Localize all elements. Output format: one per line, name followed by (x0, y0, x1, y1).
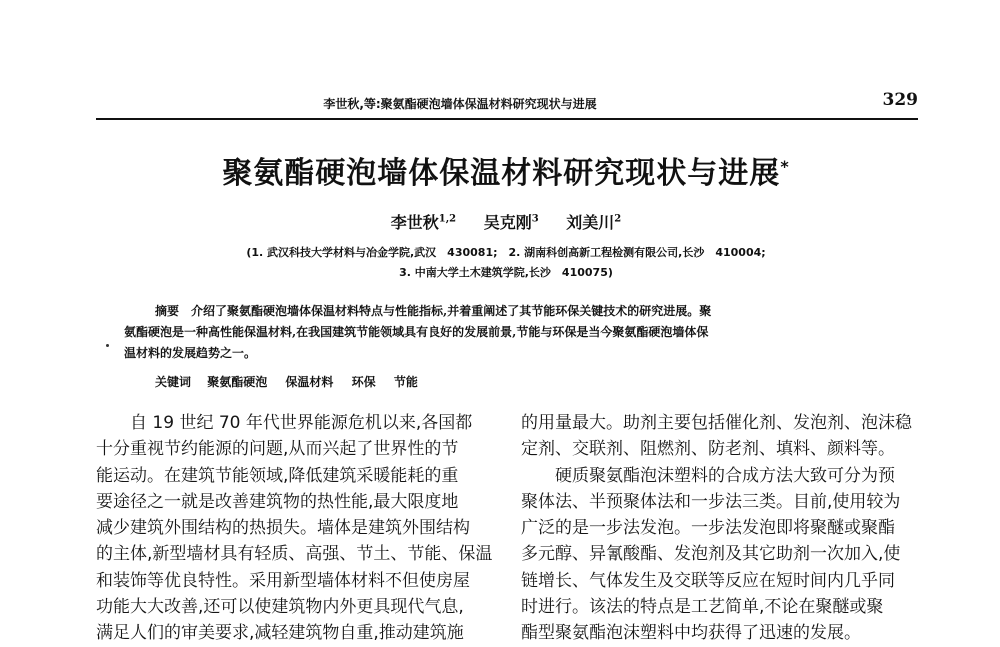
page-number: 329 (882, 90, 918, 110)
author (484, 213, 539, 232)
abstract-label: 摘要 (155, 304, 180, 318)
header-rule (96, 118, 918, 120)
body-line: 减少建筑外围结构的热损失。墙体是建筑外围结构 (96, 518, 470, 539)
author-affil-mark: 1,2 (438, 213, 457, 225)
author-name: 李世秋 (390, 213, 439, 232)
body-line: 多元醇、异氰酸酯、发泡剂及其它助剂一次加入,使 (521, 544, 901, 565)
author (566, 213, 621, 232)
author (391, 213, 456, 232)
margin-mark (106, 344, 109, 347)
running-head: 李世秋,等:聚氨酯硬泡墙体保温材料研究现状与进展 (323, 97, 597, 111)
body-line: 时进行。该法的特点是工艺简单,不论在聚醚或聚 (521, 597, 884, 618)
abstract-line: 氨酯硬泡是一种高性能保温材料,在我国建筑节能领域具有良好的发展前景,节能与环保是当今聚氨酯硬泡墙体保 (124, 325, 709, 339)
author-name: 刘美川 (566, 213, 615, 232)
keywords (155, 373, 895, 390)
abstract-text: 介绍了聚氨酯硬泡墙体保温材料特点与性能指标,并着重阐述了其节能环保关键技术的研究进展。聚 (191, 304, 712, 318)
keyword: 环保 (351, 375, 376, 389)
title-footnote-mark: * (780, 157, 790, 176)
affiliation-line: (1. 武汉科技大学材料与冶金学院,武汉 430081; 2. 湖南科创高新工程检测有限公司,长沙 410004; (246, 246, 766, 259)
body-line: 酯型聚氨酯泡沫塑料中均获得了迅速的发展。 (521, 623, 861, 644)
body-line: 硬质聚氨酯泡沫塑料的合成方法大致可分为预 (555, 465, 895, 486)
body-line: 广泛的是一步法发泡。一步法发泡即将聚醚或聚酯 (521, 518, 895, 539)
paper-title (96, 148, 916, 192)
body-line: 聚体法、半预聚体法和一步法三类。目前,使用较为 (521, 491, 901, 512)
keyword: 节能 (393, 375, 418, 389)
keywords-label: 关键词 (155, 375, 192, 389)
author-name: 吴克刚 (483, 213, 532, 232)
body-line: 满足人们的审美要求,减轻建筑物自重,推动建筑施 (96, 623, 464, 644)
body-line: 能运动。在建筑节能领域,降低建筑采暖能耗的重 (96, 465, 459, 486)
keyword: 聚氨酯硬泡 (207, 375, 268, 389)
body-line: 的主体,新型墙材具有轻质、高强、节土、节能、保温 (96, 544, 493, 565)
abstract-line (124, 301, 890, 322)
body-line: 的用量最大。助剂主要包括催化剂、发泡剂、泡沫稳 (521, 413, 912, 433)
body-line: 定剂、交联剂、阻燃剂、防老剂、填料、颜料等。 (521, 439, 895, 460)
author-list (96, 210, 916, 233)
paper-title-text: 聚氨酯硬泡墙体保温材料研究现状与进展 (222, 156, 781, 191)
author-affil-mark: 3 (531, 213, 539, 225)
body-line: 十分重视节约能源的问题,从而兴起了世界性的节 (96, 439, 459, 460)
body-line: 链增长、气体发生及交联等反应在短时间内几乎同 (521, 570, 895, 591)
body-line: 自 19 世纪 70 年代世界能源危机以来,各国都 (130, 413, 473, 433)
affiliation-line: 3. 中南大学土木建筑学院,长沙 410075) (399, 266, 613, 279)
abstract-line: 温材料的发展趋势之一。 (124, 346, 257, 360)
author-affil-mark: 2 (614, 213, 622, 225)
body-column-left (96, 410, 496, 647)
keyword: 保温材料 (285, 375, 334, 389)
body-line: 和装饰等优良特性。采用新型墙体材料不但使房屋 (96, 570, 470, 591)
body-line: 功能大大改善,还可以使建筑物内外更具现代气息, (96, 597, 464, 618)
body-line: 要途径之一就是改善建筑物的热性能,最大限度地 (96, 491, 459, 512)
abstract (124, 301, 890, 364)
body-column-right (521, 410, 921, 647)
